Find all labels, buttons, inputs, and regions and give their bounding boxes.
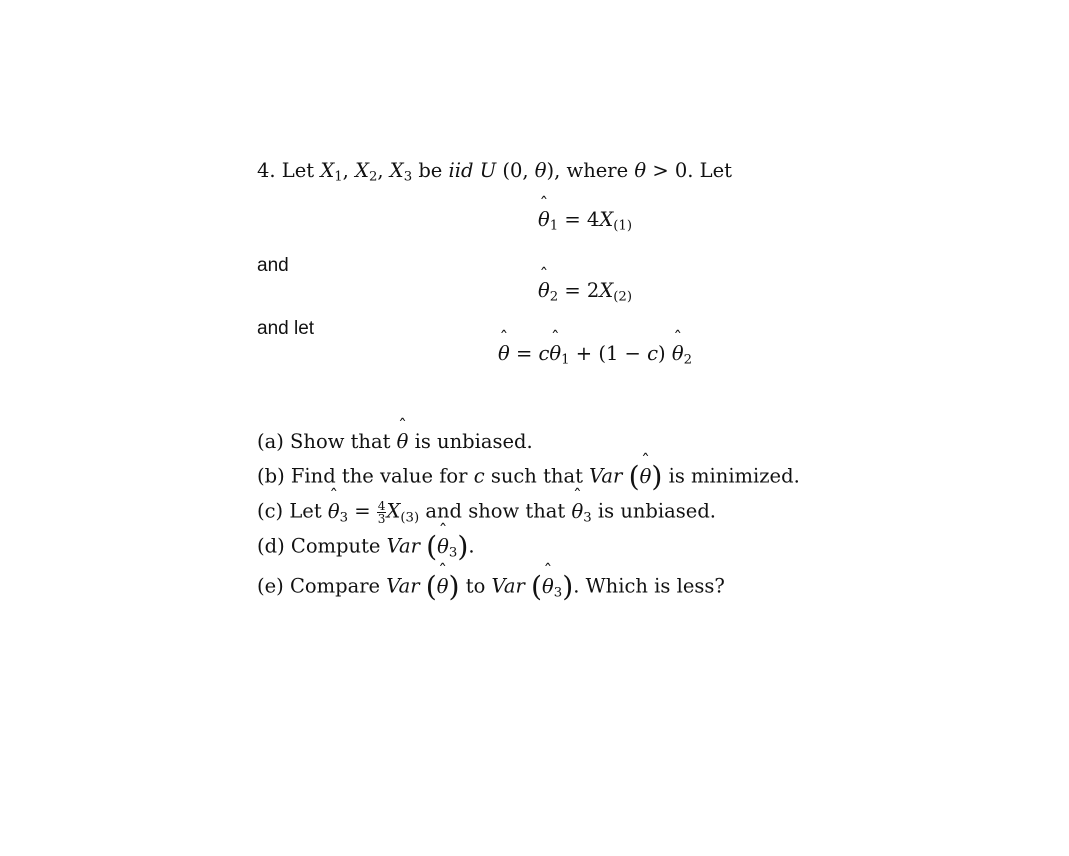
connector-and: and xyxy=(257,255,289,276)
part-c: (c) Let ˆ $\theta_3$ = $\frac{4}{3}$ $X_{(3)}$ and show that ˆ $\theta_3$ is unbiased. xyxy=(257,500,716,525)
equation-theta2: ˆ $\theta_2 = 2X_{(2)}$ xyxy=(538,281,632,301)
connector-and-let: and let xyxy=(257,318,315,339)
part-a: (a) Show that ˆ θ is unbiased. xyxy=(257,432,533,452)
part-b: (b) Find the value for c such that Var (ˆ θ) is minimized. xyxy=(257,463,800,491)
part-d: (d) Compute Var (ˆ $\theta_3$). xyxy=(257,533,475,561)
equation-theta1: ˆ $\theta_1 = 4X_{(1)}$ xyxy=(538,210,632,230)
part-e: (e) Compare Var (ˆ θ) to Var (ˆ $\theta_3$). Which is less? xyxy=(257,573,725,601)
equation-theta-combined: ˆ θ = cˆ $\theta_1 + (1 - c)$ ˆ $\theta_2$ xyxy=(498,344,692,364)
problem-statement: 4. Let $X_1$, $X_2$, $X_3$ be iid U (0, θ), where θ > 0. Let xyxy=(257,159,732,185)
